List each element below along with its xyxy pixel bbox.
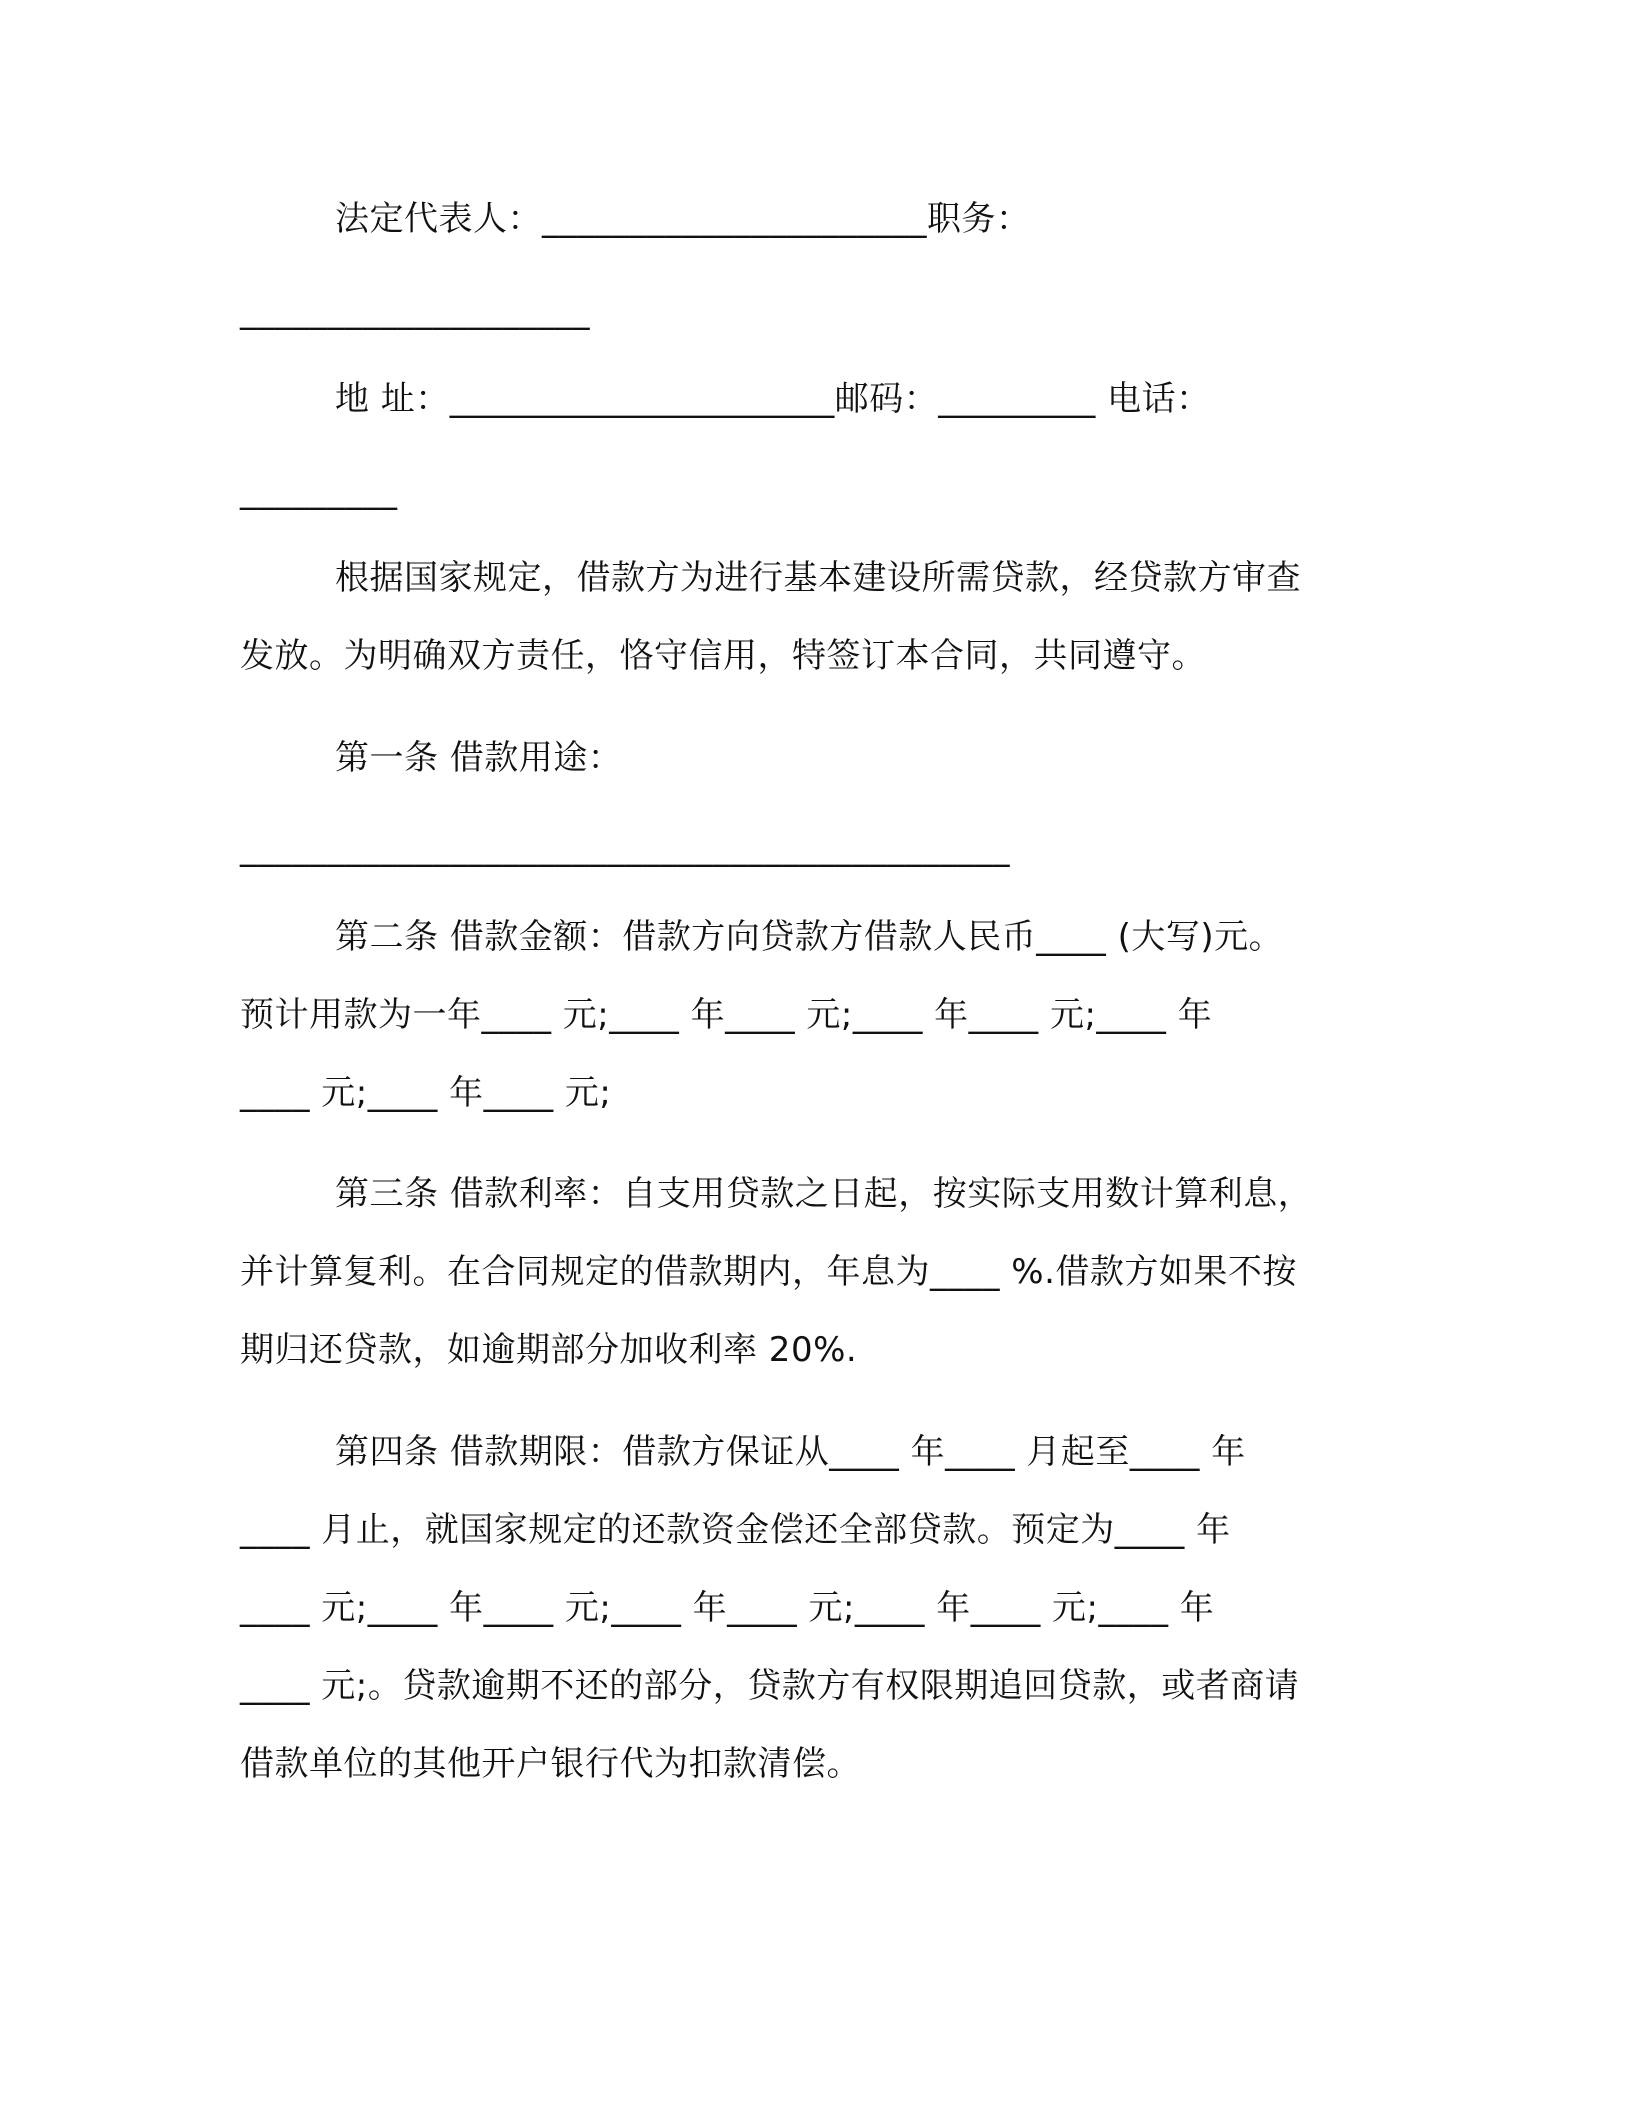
article-3-line-1: 第三条 借款利率：自支用贷款之日起，按实际支用数计算利息， — [335, 1174, 1313, 1214]
article-4-line-5: 借款单位的其他开户银行代为扣款清偿。 — [240, 1744, 861, 1784]
article-4-line-4: ____ 元;。贷款逾期不还的部分，贷款方有权限期追回贷款，或者商请 — [240, 1666, 1300, 1706]
legal-representative-line: 法定代表人：______________________职务： — [335, 199, 1031, 239]
article-2-line-2: 预计用款为一年____ 元;____ 年____ 元;____ 年____ 元;____ 年 — [240, 995, 1213, 1035]
article-1-heading: 第一条 借款用途： — [335, 738, 623, 778]
article-4-line-1: 第四条 借款期限：借款方保证从____ 年____ 月起至____ 年 — [335, 1432, 1246, 1472]
phone-blank-line: _________ — [240, 471, 398, 511]
article-4-line-3: ____ 元;____ 年____ 元;____ 年____ 元;____ 年____ 元;____ 年 — [240, 1588, 1215, 1628]
article-2-line-3: ____ 元;____ 年____ 元; — [240, 1073, 612, 1113]
article-4-line-2: ____ 月止，就国家规定的还款资金偿还全部贷款。预定为____ 年 — [240, 1510, 1231, 1550]
article-3-line-3: 期归还贷款，如逾期部分加收利率 20%. — [240, 1330, 858, 1370]
address-line: 地 址：______________________邮码：_________ 电话： — [335, 379, 1211, 419]
article-1-blank-line: ____________________________________________ — [240, 828, 1010, 868]
article-3-line-2: 并计算复利。在合同规定的借款期内，年息为____ %.借款方如果不按 — [240, 1252, 1297, 1292]
preamble-line-1: 根据国家规定，借款方为进行基本建设所需贷款，经贷款方审查 — [335, 558, 1301, 598]
article-2-line-1: 第二条 借款金额：借款方向贷款方借款人民币____ (大写)元。 — [335, 917, 1284, 957]
preamble-line-2: 发放。为明确双方责任，恪守信用，特签订本合同，共同遵守。 — [240, 636, 1206, 676]
position-blank-line: ____________________ — [240, 291, 590, 331]
